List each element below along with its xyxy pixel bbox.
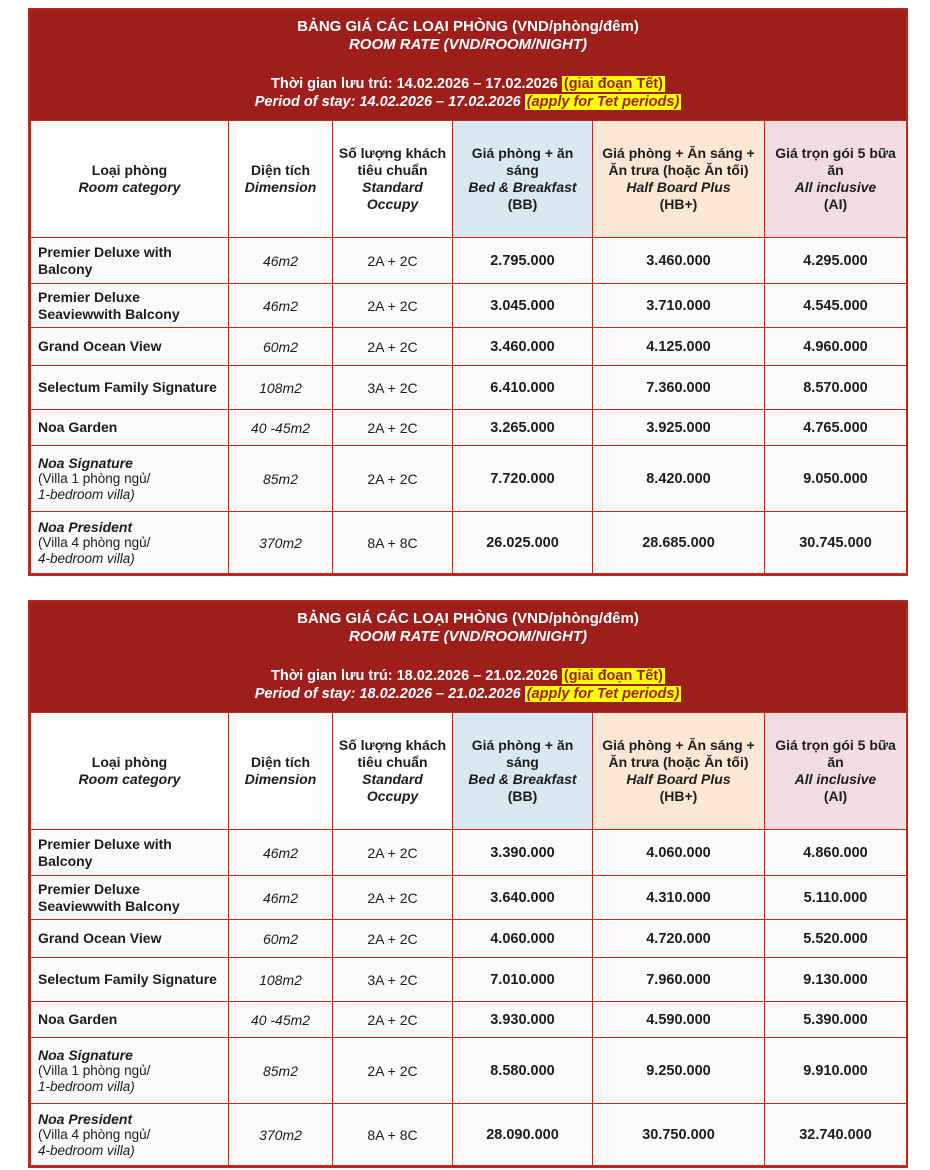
col-header-bed-breakfast — [453, 713, 593, 830]
dimension-cell: 85m2 — [229, 1038, 333, 1104]
table-title-vi: BẢNG GIÁ CÁC LOẠI PHÒNG (VND/phòng/đêm) — [297, 610, 639, 627]
room-category-cell — [31, 446, 229, 512]
bb-price-cell: 26.025.000 — [453, 512, 593, 574]
tet-period-note-vi: (giai đoạn Tết) — [563, 668, 663, 684]
ai-price-cell: 9.050.000 — [765, 446, 907, 512]
period-of-stay-vi — [34, 667, 902, 685]
room-name: Noa Garden — [38, 419, 118, 436]
dimension-cell: 60m2 — [229, 920, 333, 958]
ai-price-cell: 5.390.000 — [765, 1002, 907, 1038]
col-header-dimension — [229, 121, 333, 238]
room-subtitle-en: 1-bedroom villa) — [38, 486, 135, 502]
room-category-cell — [31, 1002, 229, 1038]
hb-plus-price-cell: 4.125.000 — [593, 328, 765, 366]
table-row — [31, 1104, 907, 1166]
room-category-cell — [31, 1104, 229, 1166]
dimension-cell: 370m2 — [229, 1104, 333, 1166]
room-name: Noa Signature — [38, 454, 133, 471]
col-header-half-board-plus — [593, 121, 765, 238]
col-label-en: Half Board Plus — [626, 179, 731, 195]
col-header-room-category — [31, 121, 229, 238]
dimension-cell: 40 -45m2 — [229, 410, 333, 446]
room-category-cell — [31, 920, 229, 958]
occupancy-cell: 2A + 2C — [333, 238, 453, 284]
col-label-vi: Loại phòng — [91, 754, 168, 770]
ai-price-cell: 30.745.000 — [765, 512, 907, 574]
col-header-all-inclusive — [765, 713, 907, 830]
rate-table-tet-period-1 — [28, 8, 908, 576]
header-row — [31, 713, 907, 830]
table-row — [31, 328, 907, 366]
bb-price-cell: 8.580.000 — [453, 1038, 593, 1104]
table-row — [31, 238, 907, 284]
room-category-cell — [31, 410, 229, 446]
ai-price-cell: 4.960.000 — [765, 328, 907, 366]
col-header-half-board-plus — [593, 713, 765, 830]
col-label-code: (HB+) — [659, 196, 698, 212]
col-label-code: (AI) — [823, 196, 848, 212]
hb-plus-price-cell: 3.710.000 — [593, 284, 765, 328]
ai-price-cell: 4.765.000 — [765, 410, 907, 446]
occupancy-cell: 2A + 2C — [333, 876, 453, 920]
dimension-cell: 370m2 — [229, 512, 333, 574]
dimension-cell: 46m2 — [229, 830, 333, 876]
ai-price-cell: 4.295.000 — [765, 238, 907, 284]
ai-price-cell: 4.545.000 — [765, 284, 907, 328]
dimension-cell: 40 -45m2 — [229, 1002, 333, 1038]
bb-price-cell: 3.045.000 — [453, 284, 593, 328]
table-row — [31, 366, 907, 410]
col-header-standard-occupy — [333, 121, 453, 238]
room-name: Noa Signature — [38, 1046, 133, 1063]
col-label-vi: Diện tích — [250, 162, 311, 178]
rate-table-tet-period-2 — [28, 600, 908, 1168]
col-label-en: Dimension — [244, 179, 317, 195]
dimension-cell: 108m2 — [229, 366, 333, 410]
bb-price-cell: 6.410.000 — [453, 366, 593, 410]
room-category-cell — [31, 830, 229, 876]
table-title-en: ROOM RATE (VND/ROOM/NIGHT) — [348, 628, 588, 645]
col-header-dimension — [229, 713, 333, 830]
dimension-cell: 46m2 — [229, 876, 333, 920]
dimension-cell: 108m2 — [229, 958, 333, 1002]
hb-plus-price-cell: 30.750.000 — [593, 1104, 765, 1166]
room-subtitle-vi: (Villa 1 phòng ngủ/ — [38, 471, 151, 487]
ai-price-cell: 9.910.000 — [765, 1038, 907, 1104]
table-row — [31, 920, 907, 958]
header-row — [31, 121, 907, 238]
col-label-vi: Loại phòng — [91, 162, 168, 178]
period-dates-vi: Thời gian lưu trú: 18.02.2026 – 21.02.2026 — [271, 668, 558, 684]
hb-plus-price-cell: 9.250.000 — [593, 1038, 765, 1104]
room-name: Premier Deluxe with Balcony — [38, 836, 172, 869]
occupancy-cell: 8A + 8C — [333, 1104, 453, 1166]
room-subtitle-vi: (Villa 4 phòng ngủ/ — [38, 1127, 151, 1143]
occupancy-cell: 2A + 2C — [333, 920, 453, 958]
bb-price-cell: 7.720.000 — [453, 446, 593, 512]
hb-plus-price-cell: 4.590.000 — [593, 1002, 765, 1038]
col-label-en: Half Board Plus — [626, 771, 731, 787]
col-label-code: (HB+) — [659, 788, 698, 804]
bb-price-cell: 3.390.000 — [453, 830, 593, 876]
room-name: Noa President — [38, 518, 133, 535]
bb-price-cell: 28.090.000 — [453, 1104, 593, 1166]
tet-period-note-en: (apply for Tet periods) — [526, 686, 680, 702]
col-label-en: Standard Occupy — [362, 179, 423, 212]
table-row — [31, 410, 907, 446]
bb-price-cell: 3.930.000 — [453, 1002, 593, 1038]
occupancy-cell: 2A + 2C — [333, 328, 453, 366]
col-label-en: All inclusive — [794, 179, 877, 195]
hb-plus-price-cell: 4.060.000 — [593, 830, 765, 876]
price-table — [30, 120, 907, 574]
room-name: Premier Deluxe with Balcony — [38, 244, 172, 277]
bb-price-cell: 2.795.000 — [453, 238, 593, 284]
banner-spacer — [34, 646, 902, 667]
dimension-cell: 85m2 — [229, 446, 333, 512]
occupancy-cell: 8A + 8C — [333, 512, 453, 574]
occupancy-cell: 2A + 2C — [333, 284, 453, 328]
col-label-vi: Giá phòng + ăn sáng — [471, 737, 574, 770]
period-of-stay-en — [34, 685, 902, 703]
col-label-vi: Giá phòng + ăn sáng — [471, 145, 574, 178]
occupancy-cell: 2A + 2C — [333, 830, 453, 876]
col-label-vi: Số lượng khách tiêu chuẩn — [338, 145, 447, 178]
table-row — [31, 876, 907, 920]
room-category-cell — [31, 876, 229, 920]
room-name: Grand Ocean View — [38, 930, 162, 947]
ai-price-cell: 9.130.000 — [765, 958, 907, 1002]
col-label-en: Room category — [78, 771, 181, 787]
ai-price-cell: 32.740.000 — [765, 1104, 907, 1166]
table-row — [31, 512, 907, 574]
table-banner — [30, 10, 906, 120]
period-dates-vi: Thời gian lưu trú: 14.02.2026 – 17.02.2026 — [271, 76, 558, 92]
col-label-code: (AI) — [823, 788, 848, 804]
col-header-all-inclusive — [765, 121, 907, 238]
table-row — [31, 284, 907, 328]
table-row — [31, 1038, 907, 1104]
hb-plus-price-cell: 7.960.000 — [593, 958, 765, 1002]
bb-price-cell: 7.010.000 — [453, 958, 593, 1002]
table-row — [31, 1002, 907, 1038]
bb-price-cell: 3.265.000 — [453, 410, 593, 446]
hb-plus-price-cell: 7.360.000 — [593, 366, 765, 410]
col-label-code: (BB) — [507, 788, 538, 804]
hb-plus-price-cell: 4.720.000 — [593, 920, 765, 958]
dimension-cell: 46m2 — [229, 238, 333, 284]
room-name: Grand Ocean View — [38, 338, 162, 355]
col-label-vi: Giá phòng + Ăn sáng + Ăn trưa (hoặc Ăn tối) — [602, 737, 755, 770]
ai-price-cell: 4.860.000 — [765, 830, 907, 876]
occupancy-cell: 2A + 2C — [333, 446, 453, 512]
col-header-bed-breakfast — [453, 121, 593, 238]
tet-period-note-vi: (giai đoạn Tết) — [563, 76, 663, 92]
room-category-cell — [31, 238, 229, 284]
table-row — [31, 830, 907, 876]
occupancy-cell: 2A + 2C — [333, 410, 453, 446]
dimension-cell: 60m2 — [229, 328, 333, 366]
room-category-cell — [31, 366, 229, 410]
room-category-cell — [31, 512, 229, 574]
col-label-en: Bed & Breakfast — [468, 771, 577, 787]
occupancy-cell: 2A + 2C — [333, 1002, 453, 1038]
col-label-vi: Diện tích — [250, 754, 311, 770]
room-category-cell — [31, 1038, 229, 1104]
table-title-en: ROOM RATE (VND/ROOM/NIGHT) — [348, 36, 588, 53]
hb-plus-price-cell: 4.310.000 — [593, 876, 765, 920]
col-label-en: Room category — [78, 179, 181, 195]
room-name: Noa Garden — [38, 1011, 118, 1028]
bb-price-cell: 3.640.000 — [453, 876, 593, 920]
hb-plus-price-cell: 3.460.000 — [593, 238, 765, 284]
table-title-vi: BẢNG GIÁ CÁC LOẠI PHÒNG (VND/phòng/đêm) — [297, 18, 639, 35]
room-name: Noa President — [38, 1110, 133, 1127]
room-name: Selectum Family Signature — [38, 379, 217, 396]
hb-plus-price-cell: 28.685.000 — [593, 512, 765, 574]
col-label-en: Standard Occupy — [362, 771, 423, 804]
period-of-stay-en — [34, 93, 902, 111]
occupancy-cell: 3A + 2C — [333, 366, 453, 410]
room-subtitle-en: 4-bedroom villa) — [38, 1142, 135, 1158]
col-label-vi: Giá trọn gói 5 bữa ăn — [775, 737, 896, 770]
col-header-room-category — [31, 713, 229, 830]
col-label-vi: Giá phòng + Ăn sáng + Ăn trưa (hoặc Ăn tối) — [602, 145, 755, 178]
ai-price-cell: 8.570.000 — [765, 366, 907, 410]
col-label-code: (BB) — [507, 196, 538, 212]
tet-period-note-en: (apply for Tet periods) — [526, 94, 680, 110]
room-name: Selectum Family Signature — [38, 971, 217, 988]
dimension-cell: 46m2 — [229, 284, 333, 328]
room-category-cell — [31, 958, 229, 1002]
col-label-en: All inclusive — [794, 771, 877, 787]
room-subtitle-en: 1-bedroom villa) — [38, 1078, 135, 1094]
col-label-vi: Số lượng khách tiêu chuẩn — [338, 737, 447, 770]
room-name: Premier Deluxe Seaviewwith Balcony — [38, 289, 180, 322]
table-row — [31, 446, 907, 512]
hb-plus-price-cell: 3.925.000 — [593, 410, 765, 446]
period-dates-en: Period of stay: 18.02.2026 – 21.02.2026 — [254, 686, 521, 702]
room-category-cell — [31, 328, 229, 366]
room-subtitle-vi: (Villa 1 phòng ngủ/ — [38, 1063, 151, 1079]
hb-plus-price-cell: 8.420.000 — [593, 446, 765, 512]
room-subtitle-vi: (Villa 4 phòng ngủ/ — [38, 535, 151, 551]
room-name: Premier Deluxe Seaviewwith Balcony — [38, 881, 180, 914]
col-label-en: Bed & Breakfast — [468, 179, 577, 195]
occupancy-cell: 2A + 2C — [333, 1038, 453, 1104]
room-subtitle-en: 4-bedroom villa) — [38, 550, 135, 566]
banner-spacer — [34, 54, 902, 75]
period-dates-en: Period of stay: 14.02.2026 – 17.02.2026 — [254, 94, 521, 110]
col-header-standard-occupy — [333, 713, 453, 830]
price-table — [30, 712, 907, 1166]
col-label-en: Dimension — [244, 771, 317, 787]
ai-price-cell: 5.110.000 — [765, 876, 907, 920]
room-category-cell — [31, 284, 229, 328]
bb-price-cell: 4.060.000 — [453, 920, 593, 958]
col-label-vi: Giá trọn gói 5 bữa ăn — [775, 145, 896, 178]
bb-price-cell: 3.460.000 — [453, 328, 593, 366]
occupancy-cell: 3A + 2C — [333, 958, 453, 1002]
table-row — [31, 958, 907, 1002]
table-banner — [30, 602, 906, 712]
period-of-stay-vi — [34, 75, 902, 93]
ai-price-cell: 5.520.000 — [765, 920, 907, 958]
